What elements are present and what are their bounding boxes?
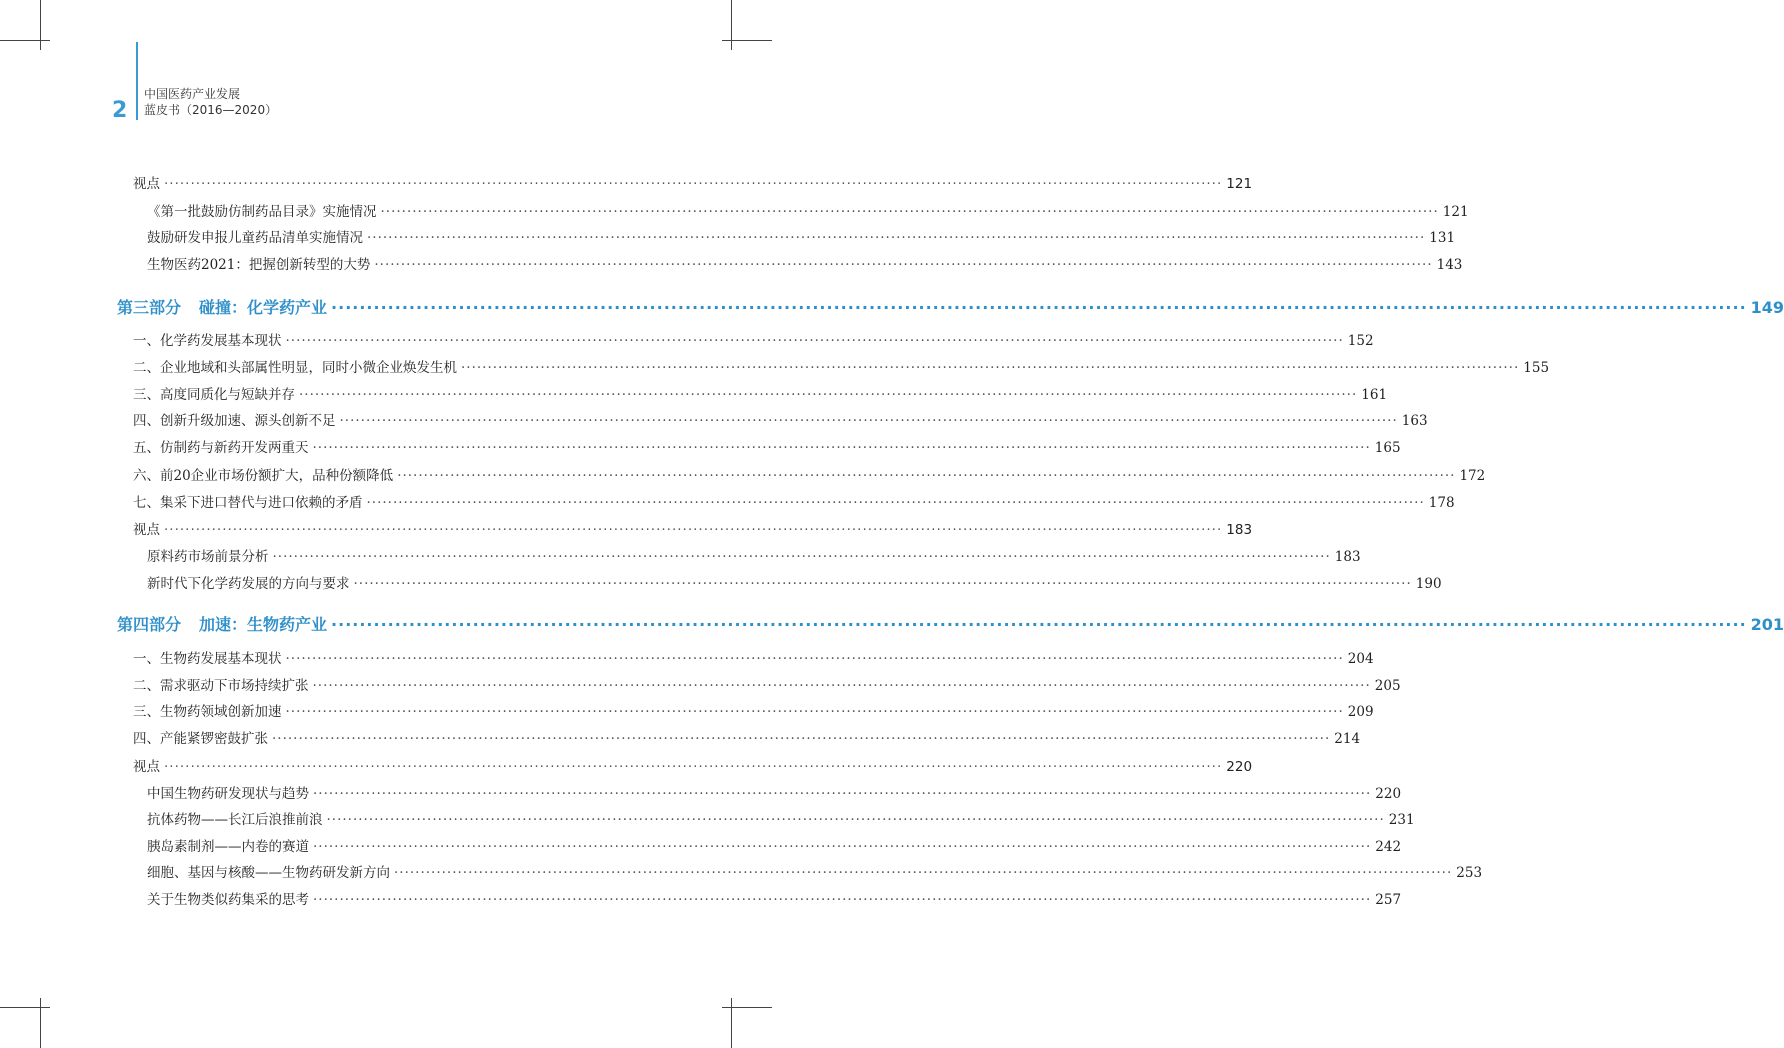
toc-page-number: 183 — [1226, 522, 1253, 538]
header-rule — [136, 42, 138, 120]
crop-mark — [0, 1007, 50, 1008]
toc-page-number: 214 — [1334, 731, 1361, 747]
toc-entry-title: 关于生物类似药集采的思考 — [147, 892, 309, 908]
toc-entry — [117, 808, 1415, 828]
running-header — [144, 86, 277, 118]
toc-leader-dots: ········································································································································································································ — [164, 176, 1223, 192]
toc-leader-dots: ········································································································································································································ — [164, 522, 1223, 538]
toc-page-number: 183 — [1334, 549, 1361, 565]
toc-leader-dots: ········································································································································································································ — [331, 298, 1747, 317]
toc-page-number: 242 — [1375, 839, 1402, 855]
toc-entry-title: 细胞、基因与核酸——生物药研发新方向 — [147, 865, 390, 881]
toc-entry — [117, 172, 1253, 192]
toc-entry — [117, 436, 1401, 456]
toc-leader-dots: ········································································································································································································ — [397, 468, 1456, 484]
toc-page-number: 149 — [1750, 298, 1784, 317]
toc-leader-dots: ········································································································································································································ — [285, 333, 1344, 349]
crop-mark — [731, 998, 732, 1048]
toc-entry — [117, 226, 1456, 246]
toc-page-number: 161 — [1361, 387, 1388, 403]
toc-entry-title: 七、集采下进口替代与进口依赖的矛盾 — [133, 495, 363, 511]
toc-page-number: 201 — [1750, 615, 1784, 634]
toc-leader-dots: ········································································································································································································ — [380, 204, 1439, 220]
toc-page-number: 155 — [1523, 360, 1550, 376]
toc-entry — [117, 888, 1402, 908]
toc-leader-dots: ········································································································································································································ — [285, 704, 1344, 720]
crop-mark — [40, 0, 41, 50]
toc-entry-title: 二、企业地域和头部属性明显，同时小微企业焕发生机 — [133, 360, 457, 376]
toc-leader-dots: ········································································································································································································ — [367, 230, 1426, 246]
toc-entry-title: 视点 — [133, 759, 160, 775]
crop-mark — [40, 998, 41, 1048]
toc-entry-title: 视点 — [133, 522, 160, 538]
toc-leader-dots: ········································································································································································································ — [461, 360, 1520, 376]
toc-entry-title: 二、需求驱动下市场持续扩张 — [133, 678, 309, 694]
toc-entry — [117, 674, 1401, 694]
toc-leader-dots: ········································································································································································································ — [394, 865, 1453, 881]
toc-page-number: 172 — [1459, 468, 1486, 484]
toc-part-subtitle: 碰撞：化学药产业 — [199, 298, 328, 317]
toc-leader-dots: ········································································································································································································ — [299, 387, 1358, 403]
toc-entry — [117, 518, 1253, 538]
toc-entry-title: 第四部分 — [117, 615, 182, 634]
toc-entry-title: 生物医药2021：把握创新转型的大势 — [147, 257, 371, 273]
page-number: 2 — [112, 98, 128, 123]
toc-entry — [117, 253, 1463, 273]
toc-leader-dots: ········································································································································································································ — [272, 731, 1331, 747]
toc-leader-dots: ········································································································································································································ — [272, 549, 1331, 565]
toc-page-number: 220 — [1226, 759, 1253, 775]
toc-page-number: 163 — [1401, 413, 1428, 429]
toc-entry-title: 胰岛素制剂——内卷的赛道 — [147, 839, 309, 855]
toc-entry-title: 三、生物药领域创新加速 — [133, 704, 282, 720]
toc-entry — [117, 329, 1374, 349]
toc-entry — [117, 861, 1483, 881]
crop-mark — [722, 1007, 772, 1008]
toc-part-heading — [117, 612, 1784, 635]
toc-entry — [117, 383, 1388, 403]
toc-page-number: 257 — [1375, 892, 1402, 908]
toc-leader-dots: ········································································································································································································ — [313, 892, 1372, 908]
toc-leader-dots: ········································································································································································································ — [285, 651, 1344, 667]
toc-leader-dots: ········································································································································································································ — [313, 786, 1372, 802]
toc-entry — [117, 464, 1486, 484]
toc-page-number: 231 — [1388, 812, 1415, 828]
toc-entry-title: 六、前20企业市场份额扩大，品种份额降低 — [133, 468, 394, 484]
toc-leader-dots: ········································································································································································································ — [312, 678, 1371, 694]
toc-leader-dots: ········································································································································································································ — [326, 812, 1385, 828]
toc-entry-title: 第三部分 — [117, 298, 182, 317]
toc-entry — [117, 200, 1469, 220]
toc-entry — [117, 647, 1374, 667]
toc-entry — [117, 782, 1402, 802]
toc-leader-dots: ········································································································································································································ — [353, 576, 1412, 592]
toc-leader-dots: ········································································································································································································ — [331, 615, 1747, 634]
toc-entry-title: 视点 — [133, 176, 160, 192]
toc-entry — [117, 700, 1374, 720]
crop-mark — [722, 40, 772, 41]
toc-page-number: 205 — [1374, 678, 1401, 694]
toc-part-heading — [117, 295, 1784, 318]
toc-page-number: 152 — [1347, 333, 1374, 349]
toc-leader-dots: ········································································································································································································ — [374, 257, 1433, 273]
toc-entry-title: 《第一批鼓励仿制药品目录》实施情况 — [147, 204, 377, 220]
toc-entry-title: 五、仿制药与新药开发两重天 — [133, 440, 309, 456]
toc-entry — [117, 491, 1455, 511]
toc-page-number: 121 — [1442, 204, 1469, 220]
toc-leader-dots: ········································································································································································································ — [366, 495, 1425, 511]
toc-leader-dots: ········································································································································································································ — [164, 759, 1223, 775]
toc-entry — [117, 755, 1253, 775]
crop-mark — [0, 40, 50, 41]
toc-entry — [117, 835, 1402, 855]
toc-leader-dots: ········································································································································································································ — [339, 413, 1398, 429]
toc-page-number: 190 — [1415, 576, 1442, 592]
toc-entry — [117, 727, 1361, 747]
toc-part-subtitle: 加速：生物药产业 — [199, 615, 328, 634]
header-subtitle: 蓝皮书（2016—2020） — [144, 103, 278, 117]
toc-page-number: 209 — [1347, 704, 1374, 720]
toc-entry-title: 中国生物药研发现状与趋势 — [147, 786, 309, 802]
toc-entry-title: 抗体药物——长江后浪推前浪 — [147, 812, 323, 828]
toc-page-number: 165 — [1374, 440, 1401, 456]
toc-page-number: 143 — [1436, 257, 1463, 273]
toc-page-number: 178 — [1428, 495, 1455, 511]
toc-entry-title: 新时代下化学药发展的方向与要求 — [147, 576, 350, 592]
toc-entry-title: 一、化学药发展基本现状 — [133, 333, 282, 349]
toc-entry-title: 四、产能紧锣密鼓扩张 — [133, 731, 268, 747]
toc-entry — [117, 356, 1550, 376]
header-title: 中国医药产业发展 — [144, 87, 241, 101]
toc-entry-title: 三、高度同质化与短缺并存 — [133, 387, 295, 403]
toc-page-number: 204 — [1347, 651, 1374, 667]
toc-entry-title: 原料药市场前景分析 — [147, 549, 269, 565]
crop-mark — [731, 0, 732, 50]
toc-page-number: 253 — [1456, 865, 1483, 881]
toc-entry — [117, 545, 1361, 565]
toc-page-number: 121 — [1226, 176, 1253, 192]
toc-page-number: 220 — [1375, 786, 1402, 802]
toc-entry-title: 鼓励研发申报儿童药品清单实施情况 — [147, 230, 363, 246]
toc-leader-dots: ········································································································································································································ — [312, 440, 1371, 456]
toc-entry-title: 一、生物药发展基本现状 — [133, 651, 282, 667]
toc-entry — [117, 409, 1428, 429]
toc-leader-dots: ········································································································································································································ — [313, 839, 1372, 855]
toc-page-number: 131 — [1429, 230, 1456, 246]
toc-entry-title: 四、创新升级加速、源头创新不足 — [133, 413, 336, 429]
toc-entry — [117, 572, 1442, 592]
